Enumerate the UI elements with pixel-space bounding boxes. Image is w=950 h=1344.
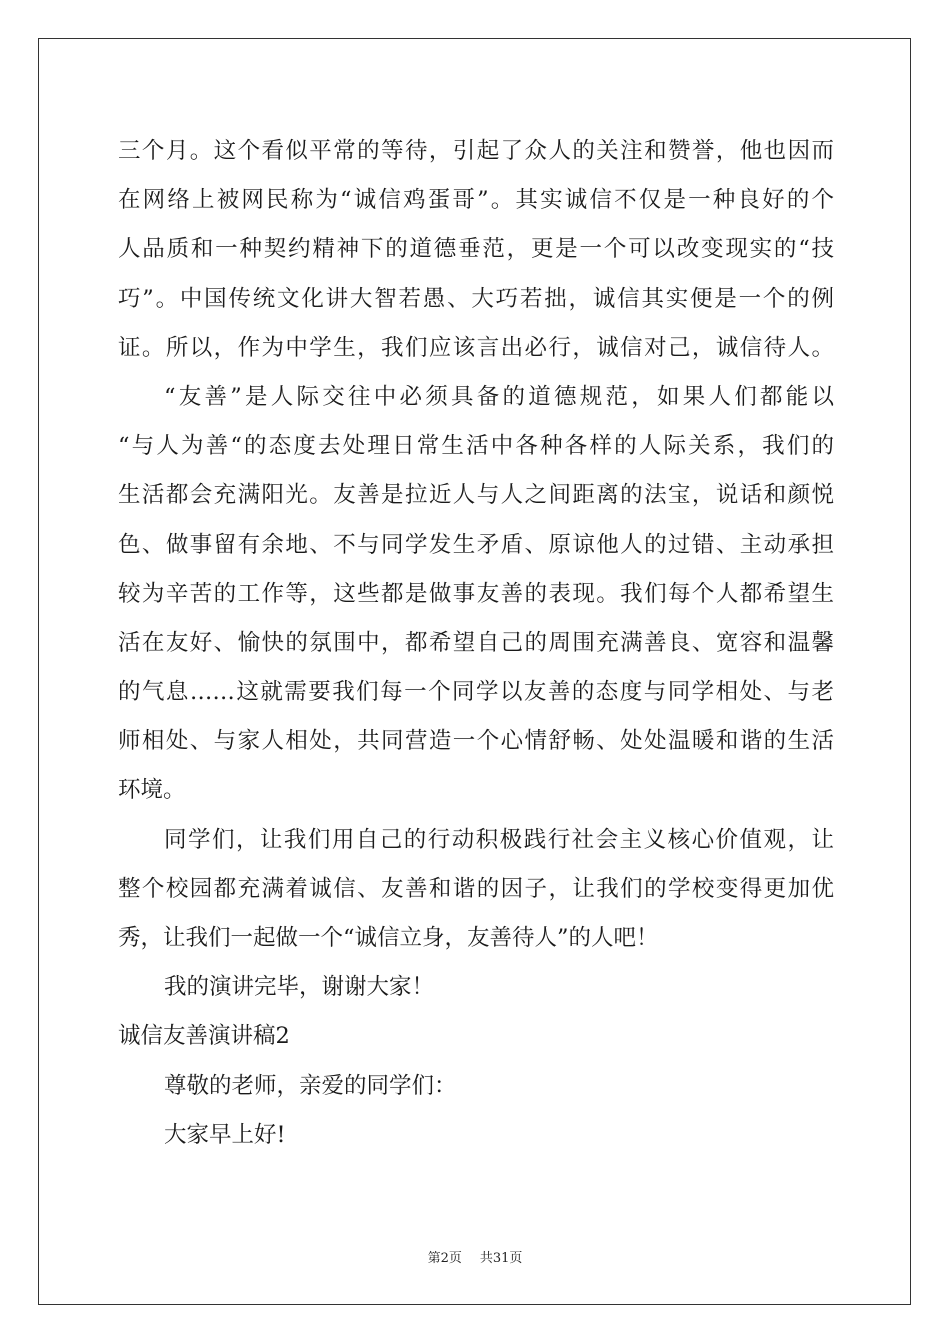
document-body xyxy=(118,127,834,1160)
page-footer xyxy=(0,1247,950,1266)
text-line: 整个校园都充满着诚信、友善和谐的因子，让我们的学校变得更加优 xyxy=(118,875,834,902)
text-line: 证。所以，作为中学生，我们应该言出必行，诚信对己，诚信待人。 xyxy=(118,334,834,361)
text-line: 三个月。这个看似平常的等待，引起了众人的关注和赞誉，他也因而 xyxy=(118,138,834,164)
paragraph-start-line: 同学们，让我们用自己的行动积极践行社会主义核心价值观，让 xyxy=(164,826,834,853)
text-line: 人品质和一种契约精神下的道德垂范，更是一个可以改变现实的“技 xyxy=(118,236,834,263)
total-pages: 共31页 xyxy=(479,1251,523,1266)
text-line: 师相处、与家人相处，共同营造一个心情舒畅、处处温暖和谐的生活 xyxy=(118,728,834,755)
closing-line: 我的演讲完毕，谢谢大家！ xyxy=(164,974,435,1001)
text-line: 巧”。中国传统文化讲大智若愚、大巧若拙，诚信其实便是一个的例 xyxy=(118,285,834,312)
section-title: 诚信友善演讲稿2 xyxy=(118,1023,290,1050)
text-line: 在网络上被网民称为“诚信鸡蛋哥”。其实诚信不仅是一种良好的个 xyxy=(118,187,834,214)
page-number: 第2页 xyxy=(427,1251,462,1266)
text-line: 生活都会充满阳光。友善是拉近人与人之间距离的法宝，说话和颜悦 xyxy=(118,482,834,509)
text-line: 较为辛苦的工作等，这些都是做事友善的表现。我们每个人都希望生 xyxy=(118,580,834,607)
text-line: “与人为善“的态度去处理日常生活中各种各样的人际关系，我们的 xyxy=(118,433,834,460)
greeting-line: 大家早上好! xyxy=(164,1121,286,1148)
text-line: 秀，让我们一起做一个“诚信立身，友善待人”的人吧！ xyxy=(118,925,659,951)
text-line: 活在友好、愉快的氛围中，都希望自己的周围充满善良、宽容和温馨 xyxy=(118,629,834,656)
text-line: 色、做事留有余地、不与同学发生矛盾、原谅他人的过错、主动承担 xyxy=(118,531,834,558)
text-line: 的气息……这就需要我们每一个同学以友善的态度与同学相处、与老 xyxy=(118,679,834,706)
text-line: 环境。 xyxy=(118,777,186,804)
salutation-line: 尊敬的老师，亲爱的同学们： xyxy=(164,1072,457,1099)
paragraph-start-line: “友善”是人际交往中必须具备的道德规范，如果人们都能以 xyxy=(164,383,834,410)
